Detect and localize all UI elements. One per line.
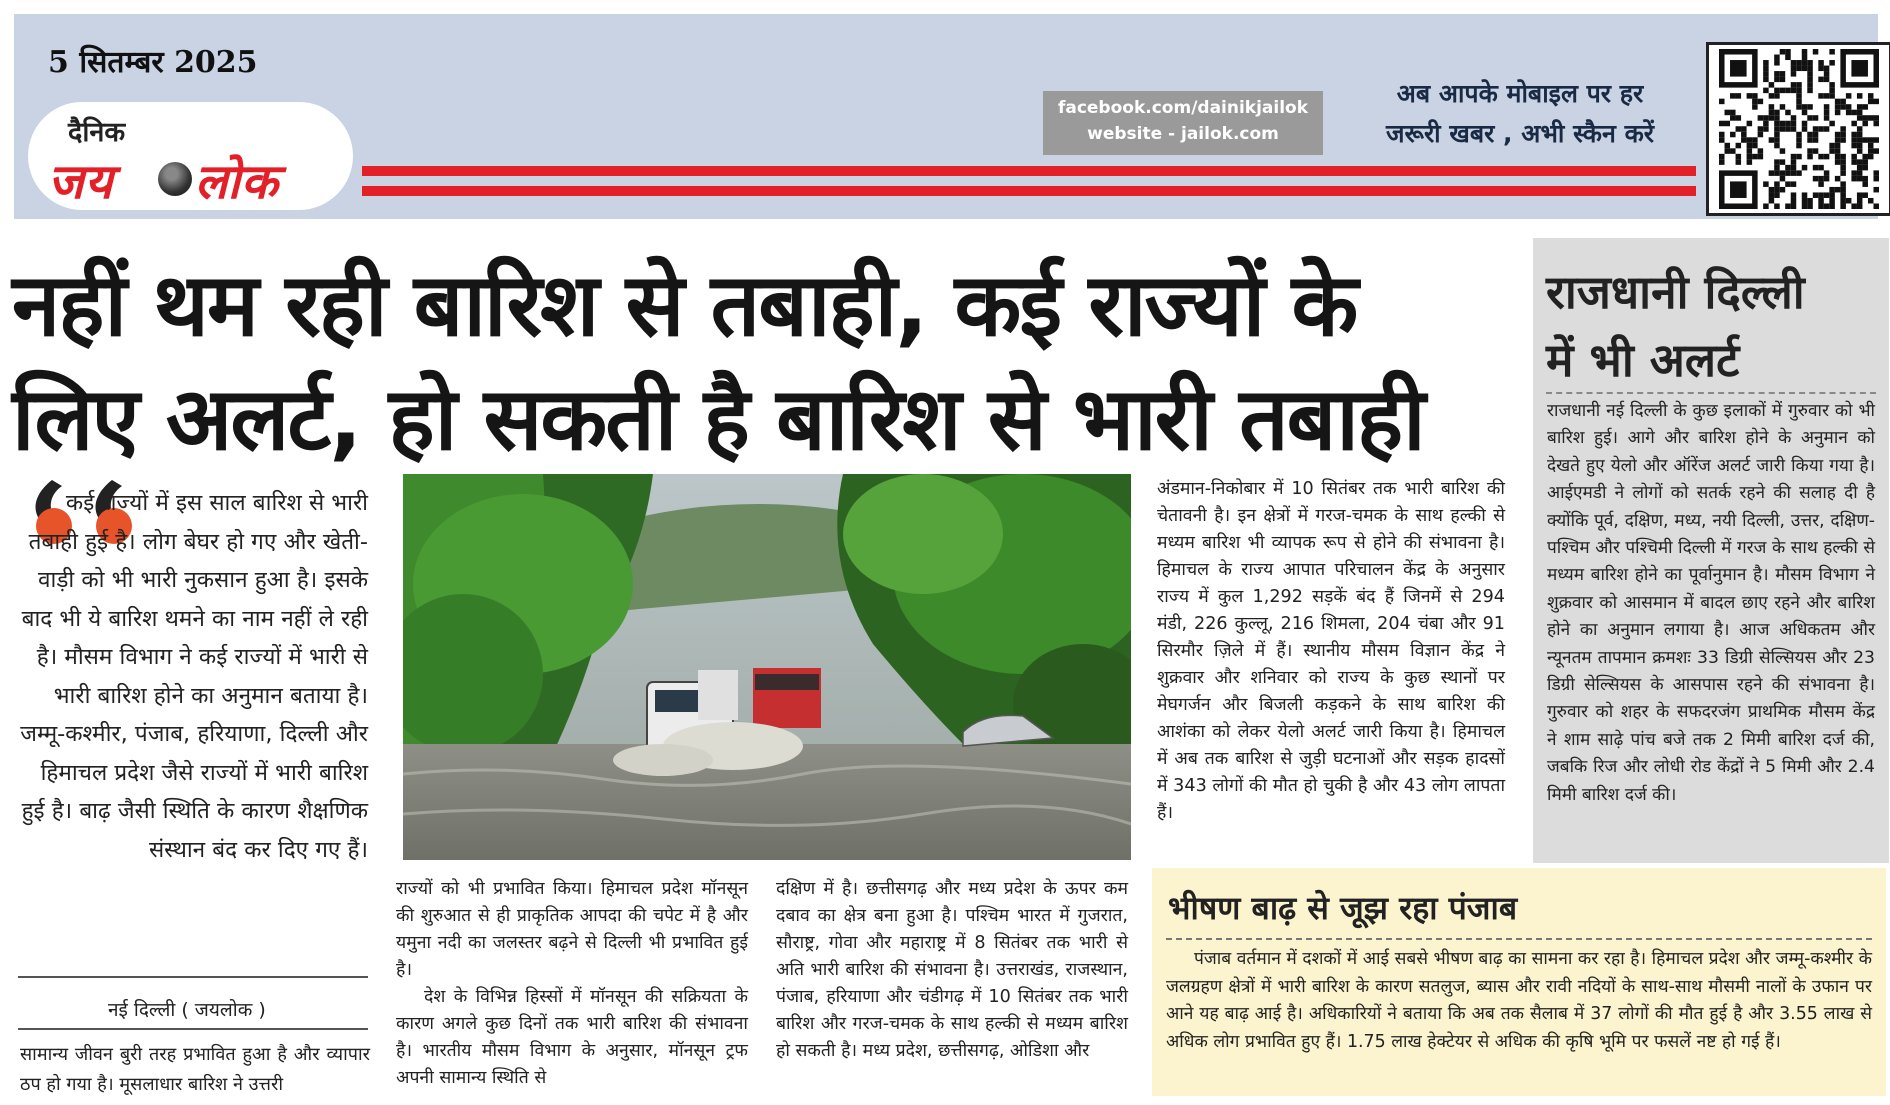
punjab-box-title: भीषण बाढ़ से जूझ रहा पंजाब (1168, 889, 1518, 927)
logo-prefix: दैनिक (68, 117, 126, 148)
delhi-sidebar-title (1546, 258, 1876, 394)
body-column-a-p1: राज्यों को भी प्रभावित किया। हिमाचल प्रदेश मॉनसून की शुरुआत से ही प्राकृतिक आपदा की चपेट में है और यमुना नदी का जलस्तर बढ़ने से दिल्ली भी प्रभावित हुई है। (396, 879, 748, 980)
divider (18, 1028, 368, 1030)
delhi-title-line1: राजधानी दिल्ली (1546, 265, 1805, 319)
logo-word-left: जय (48, 154, 114, 210)
body-column-a-p2: देश के विभिन्न हिस्सों में मॉनसून की सक्रियता के कारण अगले कुछ दिनों तक भारी बारिश की संभावना है। भारतीय मौसम विभाग के अनुसार, मॉनसून ट्रफ अपनी सामान्य स्थिति से (396, 987, 748, 1088)
issue-date: 5 सितम्बर 2025 (48, 45, 258, 80)
delhi-sidebar-body: राजधानी नई दिल्ली के कुछ इलाकों में गुरुवार को भी बारिश हुई। आगे और बारिश होने के अनुमान को देखते हुए येलो और ऑरेंज अलर्ट जारी किया गया है। आईएमडी ने लोगों को सतर्क रहने की सलाह दी है क्योंकि पूर्व, दक्षिण, मध्य, नयी दिल्ली, उत्तर, दक्षिण-पश्चिम और पश्चिमी दिल्ली में गरज के साथ हल्की से मध्यम बारिश होने का पूर्वानुमान है। मौसम विभाग ने शुक्रवार को आसमान में बादल छाए रहने और बारिश होने का अनुमान लगाया है। आज अधिकतम और न्यूनतम तापमान क्रमशः 33 डिग्री सेल्सियस और 23 डिग्री सेल्सियस के आसपास रहने की संभावना है। गुरुवार को शहर के सफदरजंग प्राथमिक मौसम केंद्र ने शाम साढ़े पांच बजे तक 2 मिमी बारिश दर्ज की, जबकि रिज और लोधी रोड केंद्रों ने 5 मिमी और 2.4 मिमी बारिश दर्ज की। (1547, 401, 1875, 805)
scan-prompt-line2: जरूरी खबर , अभी स्कैन करें (1385, 119, 1655, 148)
logo-word-right: लोक (194, 154, 279, 210)
delhi-title-line2: में भी अलर्ट (1546, 333, 1740, 387)
social-links-box (1043, 91, 1323, 155)
flood-photo (403, 474, 1131, 860)
qr-code-icon[interactable] (1706, 42, 1890, 216)
scan-prompt-line1: अब आपके मोबाइल पर हर (1396, 79, 1644, 108)
divider (1166, 938, 1872, 940)
globe-icon (158, 162, 192, 196)
divider (1546, 392, 1876, 394)
body-column-b: दक्षिण में है। छत्तीसगढ़ और मध्य प्रदेश के ऊपर कम दबाव का क्षेत्र बना हुआ है। पश्चिम भारत में गुजरात, सौराष्ट्र, गोवा और महाराष्ट्र में 8 सितंबर तक भारी से अति भारी बारिश की संभावना है। उत्तराखंड, राजस्थान, पंजाब, हरियाणा और चंडीगढ़ में 10 सितंबर तक भारी बारिश और गरज-चमक के साथ हल्की से मध्यम बारिश हो सकती है। मध्य प्रदेश, छत्तीसगढ़, ओडिशा और (776, 879, 1128, 1061)
main-headline (12, 248, 1532, 476)
body-paragraph-right-top: अंडमान-निकोबार में 10 सितंबर तक भारी बारिश की चेतावनी है। इन क्षेत्रों में गरज-चमक के साथ हल्की से मध्यम बारिश भी व्यापक रूप से होने की संभावना है। हिमाचल के राज्य आपात परिचालन केंद्र के अनुसार राज्य में कुल 1,292 सड़कें बंद हैं जिनमें से 294 मंडी, 226 कुल्लू, 216 शिमला, 204 चंबा और 91 सिरमौर ज़िले में हैं। स्थानीय मौसम विज्ञान केंद्र ने शुक्रवार और शनिवार को राज्य के कुछ स्थानों पर मेघगर्जन और बिजली कड़कने के साथ बारिश की आशंका को लेकर येलो अलर्ट जारी किया है। हिमाचल में अब तक बारिश से जुड़ी घटनाओं और सड़क हादसों में 343 लोगों की मौत हो चुकी है और 43 लोग लापता हैं। (1157, 479, 1505, 823)
facebook-link[interactable]: facebook.com/dainikjailok (1057, 98, 1309, 118)
headline-line2: लिए अलर्ट, हो सकती है बारिश से भारी तबाही (12, 368, 1424, 470)
body-column-a (396, 876, 748, 1092)
masthead-red-rule-bottom (362, 186, 1696, 196)
body-paragraph-left: सामान्य जीवन बुरी तरह प्रभावित हुआ है और व्यापार ठप हो गया है। मूसलाधार बारिश ने उत्तरी (20, 1044, 370, 1095)
intro-paragraph: कई राज्यों में इस साल बारिश से भारी तबाही हुई है। लोग बेघर हो गए और खेती-वाड़ी को भी भारी नुकसान हुआ है। इसके बाद भी ये बारिश थमने का नाम नहीं ले रही है। मौसम विभाग ने कई राज्यों में भारी से भारी बारिश होने का अनुमान बताया है। जम्मू-कश्मीर, पंजाब, हरियाणा, दिल्ली और हिमाचल प्रदेश जैसे राज्यों में भारी बारिश हुई है। बाढ़ जैसी स्थिति के कारण शैक्षणिक संस्थान बंद कर दिए गए हैं। (20, 490, 368, 863)
punjab-box-body: पंजाब वर्तमान में दशकों में आई सबसे भीषण बाढ़ का सामना कर रहा है। हिमाचल प्रदेश और जम्मू-कश्मीर के जलग्रहण क्षेत्रों में भारी बारिश के कारण सतलुज, ब्यास और रावी नदियों के साथ-साथ मौसमी नालों के उफान पर आने यह बाढ़ आई है। अधिकारियों ने बताया कि अब तक सैलाब में 37 लोगों की मौत हुई है और 3.55 लाख से अधिक लोग प्रभावित हुए हैं। 1.75 लाख हेक्टेयर से अधिक की कृषि भूमि पर फसलें नष्ट हो गई हैं। (1166, 949, 1872, 1052)
divider (18, 976, 368, 978)
website-link[interactable]: website - jailok.com (1087, 124, 1279, 144)
scan-prompt (1355, 74, 1685, 154)
headline-line1: नहीं थम रही बारिश से तबाही, कई राज्यों के (12, 254, 1357, 356)
masthead-red-rule-top (362, 166, 1696, 176)
dateline: नई दिल्ली ( जयलोक ) (108, 999, 266, 1021)
